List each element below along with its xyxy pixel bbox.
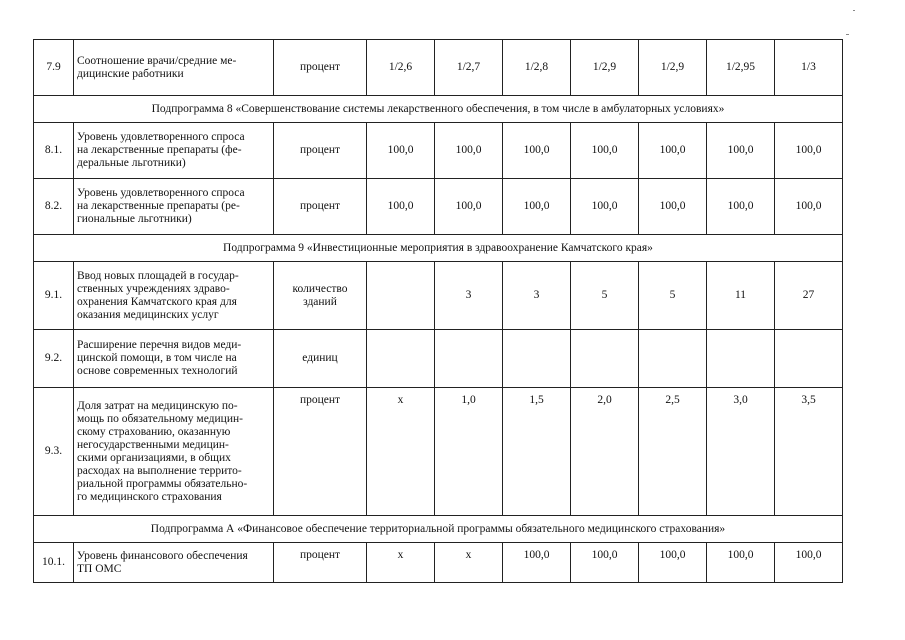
value-cell <box>435 330 503 388</box>
subprogram-title: Подпрограмма 9 «Инвестиционные мероприятия в здравоохранение Камчатского края» <box>34 235 843 262</box>
indicator-name: Уровень финансового обеспечения ТП ОМС <box>77 549 248 575</box>
value-cell: 3,5 <box>775 388 843 516</box>
value-cell <box>707 330 775 388</box>
value-cell: 100,0 <box>775 179 843 235</box>
unit-cell <box>274 262 367 330</box>
value-cell: 5 <box>639 262 707 330</box>
table-row <box>34 262 843 330</box>
table-row <box>34 388 843 516</box>
value-cell: 1/2,9 <box>639 40 707 96</box>
row-number: 8.2. <box>34 179 74 235</box>
indicator-name-cell <box>74 179 274 235</box>
unit: процент <box>299 144 341 156</box>
value-cell: 100,0 <box>707 123 775 179</box>
row-number: 8.1. <box>34 123 74 179</box>
value-cell: 1/2,9 <box>571 40 639 96</box>
indicator-name-cell <box>74 40 274 96</box>
value-cell: 1/2,6 <box>367 40 435 96</box>
table-row <box>34 179 843 235</box>
value-cell: 100,0 <box>571 543 639 583</box>
value-cell: 100,0 <box>503 123 571 179</box>
unit: количество зданий <box>292 282 348 308</box>
indicator-name-cell <box>74 262 274 330</box>
value-cell: 100,0 <box>707 179 775 235</box>
value-cell: 1,5 <box>503 388 571 516</box>
table-row <box>34 330 843 388</box>
indicator-name: Уровень удовлетворенного спроса на лекарственные препараты (ре- гиональные льготники) <box>77 187 245 225</box>
value-cell: 100,0 <box>707 543 775 583</box>
value-cell: 100,0 <box>639 543 707 583</box>
unit-cell <box>274 330 367 388</box>
unit: процент <box>299 61 341 73</box>
table-row <box>34 543 843 583</box>
indicator-name: Соотношение врачи/средние ме- дицинские работники <box>77 54 237 80</box>
subprogram-title: Подпрограмма А «Финансовое обеспечение территориальной программы обязательного медицинского страхования» <box>34 516 843 543</box>
value-cell: 3,0 <box>707 388 775 516</box>
value-cell: 100,0 <box>435 179 503 235</box>
unit-cell <box>274 40 367 96</box>
value-cell: х <box>367 543 435 583</box>
value-cell <box>503 330 571 388</box>
value-cell: х <box>435 543 503 583</box>
value-cell <box>367 330 435 388</box>
row-number: 9.1. <box>34 262 74 330</box>
value-cell <box>639 330 707 388</box>
unit-cell <box>274 543 367 583</box>
unit-cell <box>274 179 367 235</box>
value-cell: 11 <box>707 262 775 330</box>
value-cell: 100,0 <box>503 543 571 583</box>
indicator-name-cell <box>74 330 274 388</box>
value-cell: 100,0 <box>435 123 503 179</box>
value-cell: 2,5 <box>639 388 707 516</box>
table-row <box>34 40 843 96</box>
unit: процент <box>299 549 341 561</box>
value-cell: 3 <box>503 262 571 330</box>
value-cell <box>367 262 435 330</box>
value-cell: 100,0 <box>639 123 707 179</box>
unit-cell <box>274 123 367 179</box>
indicator-name-cell <box>74 543 274 583</box>
value-cell <box>571 330 639 388</box>
value-cell: 27 <box>775 262 843 330</box>
value-cell: 2,0 <box>571 388 639 516</box>
subprogram-row <box>34 96 843 123</box>
value-cell: 100,0 <box>775 123 843 179</box>
value-cell: 100,0 <box>367 179 435 235</box>
indicator-name-cell <box>74 123 274 179</box>
row-number: 9.3. <box>34 388 74 516</box>
row-number: 7.9 <box>34 40 74 96</box>
value-cell: 100,0 <box>571 179 639 235</box>
subprogram-row <box>34 516 843 543</box>
value-cell: 100,0 <box>639 179 707 235</box>
value-cell <box>775 330 843 388</box>
unit: процент <box>299 394 341 406</box>
indicator-name: Расширение перечня видов меди- цинской помощи, в том числе на основе современных технологий <box>77 339 242 377</box>
unit-cell <box>274 388 367 516</box>
indicator-name: Уровень удовлетворенного спроса на лекарственные препараты (фе- деральные льготники) <box>77 131 245 169</box>
unit: процент <box>299 200 341 212</box>
value-cell: 1,0 <box>435 388 503 516</box>
subprogram-row <box>34 235 843 262</box>
indicator-name: Ввод новых площадей в государ- ственных учреждениях здраво- охранения Камчатского края для оказания медицинских услуг <box>77 269 239 321</box>
value-cell: 5 <box>571 262 639 330</box>
subprogram-title: Подпрограмма 8 «Совершенствование системы лекарственного обеспечения, в том числе в амбулаторных условиях» <box>34 96 843 123</box>
row-number: 10.1. <box>34 543 74 583</box>
indicator-name-cell <box>74 388 274 516</box>
value-cell: 100,0 <box>775 543 843 583</box>
value-cell: х <box>367 388 435 516</box>
value-cell: 1/2,8 <box>503 40 571 96</box>
value-cell: 1/2,95 <box>707 40 775 96</box>
value-cell: 1/3 <box>775 40 843 96</box>
indicators-table <box>33 39 843 583</box>
value-cell: 100,0 <box>571 123 639 179</box>
value-cell: 1/2,7 <box>435 40 503 96</box>
row-number: 9.2. <box>34 330 74 388</box>
table-row <box>34 123 843 179</box>
indicator-name: Доля затрат на медицинскую по- мощь по обязательному медицин- скому страхованию, оказанную негосударственными медицин- скими организациями, в общих расходах на выполнение террито- риальной программы обязательно- го медицинского страхования <box>77 399 248 503</box>
value-cell: 100,0 <box>367 123 435 179</box>
value-cell: 100,0 <box>503 179 571 235</box>
scan-mark <box>846 34 849 35</box>
scan-mark <box>853 10 855 11</box>
value-cell: 3 <box>435 262 503 330</box>
unit: единиц <box>302 352 338 364</box>
